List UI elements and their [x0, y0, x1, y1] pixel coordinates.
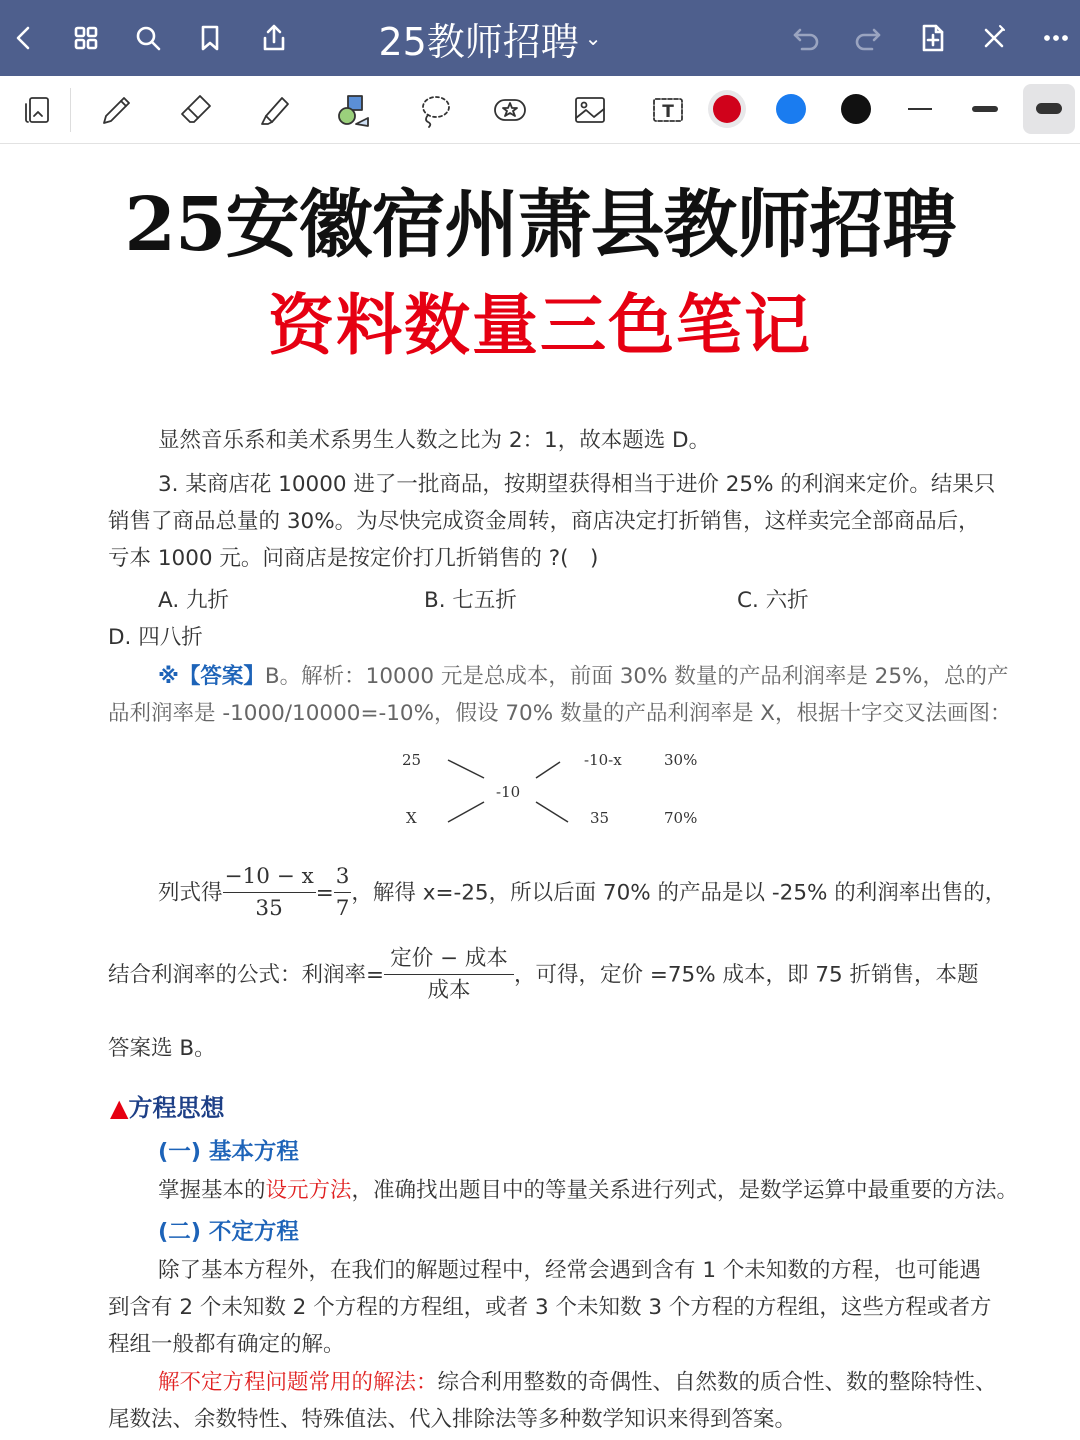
sticker-icon[interactable]: [484, 84, 536, 136]
cross-ratio-30: 30%: [664, 751, 698, 769]
option-b: B. 七五折: [424, 588, 517, 613]
fraction-1-den: 35: [255, 896, 283, 921]
document-title[interactable]: [360, 12, 620, 64]
section-heading: [110, 1088, 224, 1123]
text-span: 综合利用整数的奇偶性、自然数的质合性、数的整除特性、: [437, 1370, 997, 1395]
option-c: C. 六折: [737, 588, 809, 613]
svg-text:T: T: [662, 102, 674, 122]
equals-sign: =: [315, 880, 334, 906]
highlighter-icon[interactable]: [250, 84, 302, 136]
cross-line: [448, 802, 484, 822]
grid-icon[interactable]: [62, 14, 110, 62]
cross-ratio-70: 70%: [664, 809, 698, 827]
top-bar: [0, 0, 1080, 76]
subsection-1-text: [108, 1172, 1080, 1209]
triangle-icon: ▲: [110, 1094, 129, 1122]
fraction-3: [384, 944, 514, 1007]
eraser-icon[interactable]: [170, 84, 222, 136]
bookmark-icon[interactable]: [186, 14, 234, 62]
subsection-2-line3: 程组一般都有确定的解。: [108, 1332, 345, 1357]
chevron-down-icon: ⌄: [584, 26, 602, 50]
highlight-text: 设元方法: [265, 1178, 352, 1203]
cross-line: [536, 762, 560, 778]
subsection-2-line5: 尾数法、余数特性、特殊值法、代入排除法等多种数学知识来得到答案。: [108, 1407, 797, 1432]
text-line: 显然音乐系和美术系男生人数之比为 2：1，故本题选 D。: [158, 428, 711, 453]
subsection-2-line1: 除了基本方程外，在我们的解题过程中，经常会遇到含有 1 个未知数的方程，也可能遇: [158, 1258, 981, 1283]
cross-value-x: X: [406, 809, 417, 827]
equation2-suffix: ，可得，定价 =75% 成本，即 75 折销售，本题: [514, 962, 979, 988]
cross-value-35: 35: [590, 809, 610, 827]
subsection-2-line4: [108, 1364, 1080, 1401]
cross-method-diagram: [380, 740, 740, 840]
shapes-icon[interactable]: [328, 84, 380, 136]
add-page-icon[interactable]: [908, 14, 956, 62]
more-icon[interactable]: [1032, 14, 1080, 62]
cross-value-25: 25: [402, 751, 422, 769]
stroke-thin[interactable]: [908, 108, 932, 110]
fraction-3-num: 定价 − 成本: [384, 944, 514, 975]
read-mode-icon[interactable]: [12, 84, 64, 136]
fraction-2: [334, 862, 352, 925]
answer-text: B。解析：10000 元是总成本，前面 30% 数量的产品利润率是 25%，总的产: [264, 664, 1009, 689]
equation2-lhs: 利润率=: [301, 962, 385, 988]
undo-icon[interactable]: [782, 14, 830, 62]
section-title: 方程思想: [128, 1094, 225, 1122]
cross-line: [536, 802, 568, 822]
answer-line2: 品利润率是 -1000/10000=-10%，假设 70% 数量的产品利润率是 X，根据十字交叉法画图：: [108, 701, 1012, 726]
document-title-text: 25教师招聘: [378, 19, 579, 64]
page-subtitle: 资料数量三色笔记: [268, 286, 812, 364]
option-a: A. 九折: [158, 588, 229, 613]
close-icon[interactable]: [970, 14, 1018, 62]
text-tool-icon[interactable]: [642, 84, 694, 136]
question-3-line1: 3. 某商店花 10000 进了一批商品，按期望获得相当于进价 25% 的利润来定价。结果只: [158, 472, 996, 497]
question-3-line2: 销售了商品总量的 30%。为尽快完成资金周转，商店决定打折销售，这样卖完全部商品后，: [108, 509, 980, 534]
stroke-thick[interactable]: [1036, 103, 1062, 114]
subsection-2-title: (二) 不定方程: [158, 1219, 299, 1245]
equation-line3: 答案选 B。: [108, 1036, 216, 1061]
color-blue-swatch[interactable]: [776, 94, 806, 124]
subsection-2-line2: 到含有 2 个未知数 2 个方程的方程组，或者 3 个未知数 3 个方程的方程组，这些方程或者方: [108, 1295, 992, 1320]
fraction-2-num: 3: [334, 862, 352, 893]
fraction-1: [223, 862, 316, 925]
equation-suffix: ，解得 x=-25，所以后面 70% 的产品是以 -25% 的利润率出售的，: [351, 880, 1007, 906]
page-title: 25安徽宿州萧县教师招聘: [124, 182, 956, 268]
pen-icon[interactable]: [90, 84, 142, 136]
subsection-1-title: (一) 基本方程: [158, 1139, 299, 1165]
answer-line1: [108, 658, 1080, 695]
text-span: 掌握基本的: [158, 1178, 266, 1203]
toolbar-divider: [70, 88, 71, 132]
fraction-1-num: −10 − x: [223, 862, 316, 893]
cross-value-c: -10-x: [584, 751, 622, 769]
image-icon[interactable]: [564, 84, 616, 136]
option-d: D. 四八折: [108, 625, 203, 650]
redo-icon[interactable]: [844, 14, 892, 62]
equation-line2: [108, 944, 1038, 1007]
color-red-swatch[interactable]: [713, 95, 741, 123]
cross-line: [448, 760, 484, 778]
equation2-prefix: 结合利润率的公式：: [108, 962, 302, 988]
color-black-swatch[interactable]: [841, 94, 871, 124]
equation-prefix: 列式得: [158, 880, 223, 906]
equation-line1: [108, 862, 1080, 925]
highlight-text: 解不定方程问题常用的解法：: [158, 1370, 438, 1395]
share-icon[interactable]: [250, 14, 298, 62]
drawing-toolbar: [0, 76, 1080, 144]
stroke-medium[interactable]: [972, 106, 998, 112]
text-span: ，准确找出题目中的等量关系进行列式，是数学运算中最重要的方法。: [351, 1178, 1019, 1203]
back-icon[interactable]: [0, 14, 48, 62]
question-3-line3: 亏本 1000 元。问商店是按定价打几折销售的 ?( ): [108, 546, 599, 571]
cross-center: -10: [496, 783, 521, 801]
fraction-2-den: 7: [335, 896, 350, 921]
lasso-icon[interactable]: [408, 84, 460, 136]
answer-mark: ※【答案】: [158, 664, 265, 689]
search-icon[interactable]: [124, 14, 172, 62]
fraction-3-den: 成本: [427, 978, 471, 1003]
